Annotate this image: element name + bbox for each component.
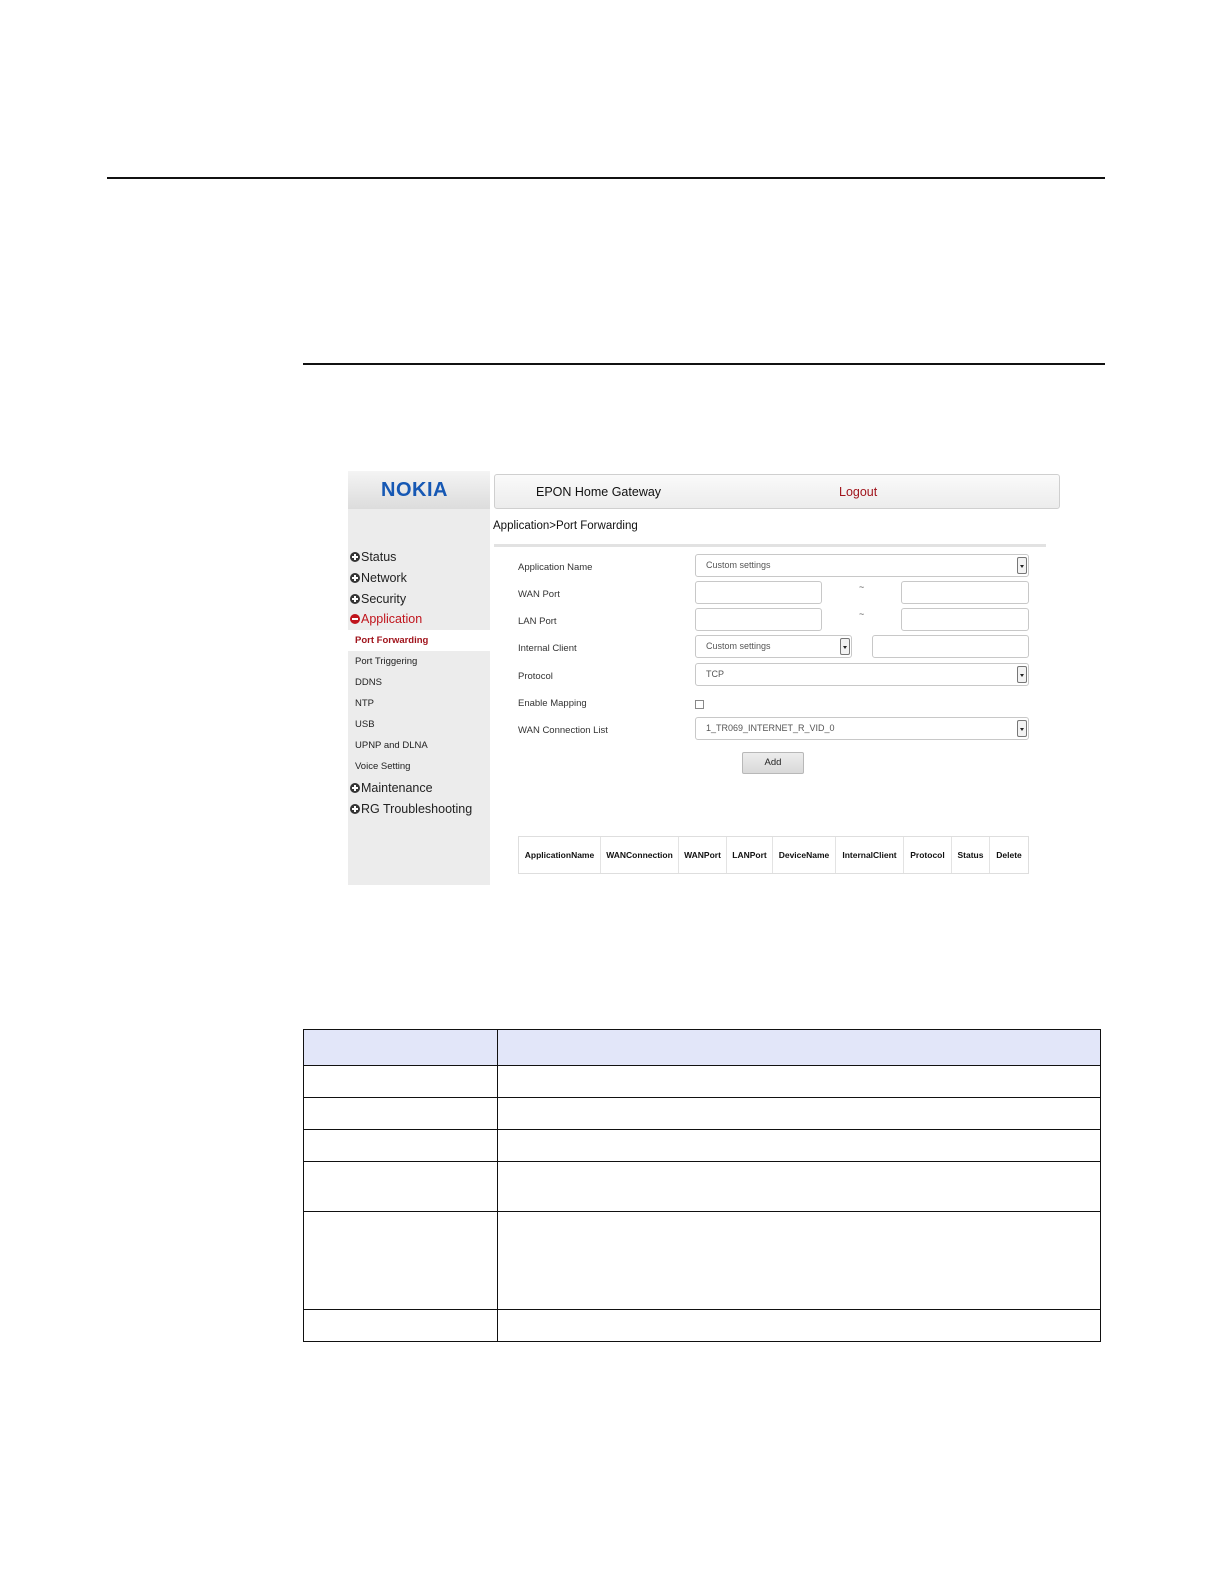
dropdown-arrow-icon — [1017, 557, 1027, 574]
sidebar-subitem-upnp-dlna[interactable]: UPNP and DLNA — [355, 740, 428, 751]
selected-value: Custom settings — [706, 641, 771, 651]
logout-link[interactable]: Logout — [839, 485, 878, 499]
col-label: Name — [571, 850, 595, 860]
col-wan-connection — [601, 837, 679, 873]
col-device-name — [773, 837, 836, 873]
selected-value: TCP — [706, 669, 724, 679]
table-cell — [498, 1130, 1101, 1162]
wan-connection-list-select[interactable] — [695, 717, 1029, 740]
application-name-label: Application Name — [518, 562, 593, 573]
app-title: EPON Home Gateway — [536, 485, 662, 499]
table-cell — [498, 1212, 1101, 1310]
dropdown-arrow-icon — [1017, 666, 1027, 683]
sidebar-item-label: RG Troubleshooting — [361, 802, 473, 816]
internal-client-label: Internal Client — [518, 643, 577, 654]
sidebar-subitem-voice-setting[interactable]: Voice Setting — [355, 761, 411, 772]
table-row — [304, 1162, 1101, 1212]
wan-port-start-input[interactable] — [695, 581, 822, 604]
table-cell — [498, 1310, 1101, 1342]
col-wan-port — [679, 837, 727, 873]
table-header-cell — [498, 1030, 1101, 1066]
application-name-select[interactable] — [695, 554, 1029, 577]
table-cell — [304, 1130, 498, 1162]
lan-port-separator: ~ — [859, 609, 865, 619]
table-cell — [304, 1066, 498, 1098]
expand-plus-icon — [350, 783, 360, 793]
col-label: Client — [873, 850, 897, 860]
table-cell — [498, 1098, 1101, 1130]
breadcrumb: Application>Port Forwarding — [493, 520, 638, 532]
col-label: Port — [749, 850, 767, 860]
table-cell — [304, 1098, 498, 1130]
sidebar-subitem-port-triggering[interactable]: Port Triggering — [355, 656, 418, 667]
col-label: Port — [703, 850, 721, 860]
internal-client-input[interactable] — [872, 635, 1029, 658]
col-delete: Delete — [996, 850, 1022, 860]
sidebar-item-security[interactable] — [350, 590, 406, 608]
sidebar-item-maintenance[interactable] — [350, 779, 433, 797]
protocol-label: Protocol — [518, 671, 553, 682]
col-application-name — [519, 837, 601, 873]
enable-mapping-label: Enable Mapping — [518, 698, 587, 709]
sidebar-subitem-usb[interactable]: USB — [355, 719, 375, 730]
sidebar-subitem-ntp[interactable]: NTP — [355, 698, 374, 709]
table-cell — [498, 1162, 1101, 1212]
wan-port-separator: ~ — [859, 582, 865, 592]
lan-port-label: LAN Port — [518, 616, 557, 627]
gateway-screenshot — [348, 471, 1062, 885]
document-top-rule — [107, 177, 1105, 179]
top-bar — [494, 474, 1060, 509]
col-protocol: Protocol — [904, 837, 952, 873]
table-cell — [498, 1066, 1101, 1098]
table-row — [304, 1066, 1101, 1098]
table-header-row — [304, 1030, 1101, 1066]
lan-port-start-input[interactable] — [695, 608, 822, 631]
breadcrumb-divider — [494, 544, 1046, 547]
port-forwarding-table-header — [518, 836, 1029, 874]
sidebar-item-label: Maintenance — [361, 781, 433, 795]
document-section-rule — [303, 363, 1105, 365]
sidebar-item-label: Application — [361, 612, 423, 626]
col-label: Name — [806, 850, 830, 860]
expand-plus-icon — [350, 594, 360, 604]
nokia-logo: NOKIA — [381, 479, 448, 501]
col-label: WAN — [684, 850, 704, 860]
col-label: Application — [524, 850, 572, 860]
col-status: Status — [952, 837, 990, 873]
col-label: Device — [778, 850, 807, 860]
col-label: LAN — [732, 850, 750, 860]
col-label: WAN — [606, 850, 627, 860]
table-row — [304, 1098, 1101, 1130]
enable-mapping-checkbox[interactable] — [695, 700, 704, 709]
expand-plus-icon — [350, 804, 360, 814]
sidebar — [348, 471, 490, 885]
table-row — [304, 1310, 1101, 1342]
sidebar-item-label: Status — [361, 550, 397, 564]
col-lan-port — [727, 837, 773, 873]
dropdown-arrow-icon — [1017, 720, 1027, 737]
sidebar-item-label: Security — [361, 592, 407, 606]
selected-value: 1_TR069_INTERNET_R_VID_0 — [706, 723, 835, 733]
sidebar-item-network[interactable] — [350, 569, 407, 587]
table-row — [304, 1212, 1101, 1310]
dropdown-arrow-icon — [840, 638, 850, 655]
collapse-minus-icon — [350, 614, 360, 624]
expand-plus-icon — [350, 573, 360, 583]
table-cell — [304, 1212, 498, 1310]
table-cell — [304, 1310, 498, 1342]
col-label: Connection — [626, 850, 673, 860]
table-header-cell — [304, 1030, 498, 1066]
sidebar-item-rg-troubleshooting[interactable] — [350, 800, 472, 818]
expand-plus-icon — [350, 552, 360, 562]
wan-port-end-input[interactable] — [901, 581, 1029, 604]
col-label: Internal — [842, 850, 874, 860]
sidebar-item-label: Network — [361, 571, 407, 585]
wan-connection-list-label: WAN Connection List — [518, 725, 608, 736]
parameter-table — [303, 1029, 1101, 1342]
wan-port-label: WAN Port — [518, 589, 560, 600]
sidebar-item-application[interactable] — [350, 610, 422, 628]
logo-area — [348, 471, 490, 509]
sidebar-subitem-port-forwarding[interactable]: Port Forwarding — [348, 630, 490, 651]
protocol-select[interactable] — [695, 663, 1029, 686]
sidebar-subitem-ddns[interactable]: DDNS — [355, 677, 382, 688]
sidebar-item-status[interactable] — [350, 548, 396, 566]
internal-client-select[interactable] — [695, 635, 852, 658]
col-internal-client — [836, 837, 904, 873]
lan-port-end-input[interactable] — [901, 608, 1029, 631]
selected-value: Custom settings — [706, 560, 771, 570]
table-cell — [304, 1162, 498, 1212]
table-row — [304, 1130, 1101, 1162]
add-button[interactable]: Add — [742, 752, 804, 774]
